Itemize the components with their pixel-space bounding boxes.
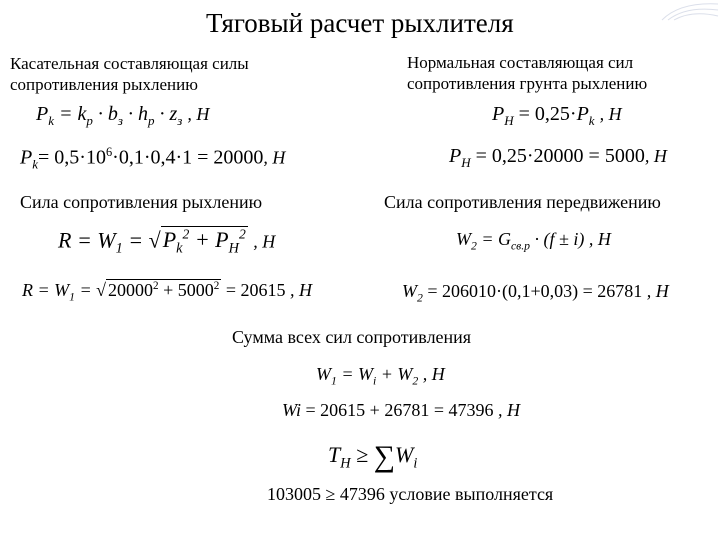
pk-formula: $P_k = k_p \cdot b_з \cdot h_p \cdot z_з$ , Н (36, 103, 210, 128)
right-header: Нормальная составляющая сил сопротивления грунта рыхлению (407, 53, 648, 93)
r-calculation: $R = W_1$ = √ $20000^2 + 5000^2 = 20615$ , Н (22, 280, 312, 304)
left-header: Касательная составляющая силы сопротивления рыхлению (10, 54, 249, 94)
traction-condition-formula: $T_H \ge \sum W_i$ (328, 440, 418, 473)
sum-formula: $W_1 = W_i + W_2$ , Н (316, 364, 445, 388)
unit-label: , Н (187, 104, 210, 124)
ph-calculation: $P_H = 0,25\cdot 20000 = 5000$, Н (449, 145, 667, 170)
sum-title: Сумма всех сил сопротивления (232, 327, 472, 347)
section-move-title: Сила сопротивления передвижению (384, 192, 661, 212)
section-resist-title: Сила сопротивления рыхлению (20, 192, 263, 212)
pk-calculation: $P_k= 0,5\cdot 10^6\cdot 0,1\cdot 0,4\cdot 1 = 20000$, Н (20, 145, 286, 172)
r-formula: $R = W_1 = √P_k^2 + P_H^2$ , Н (58, 227, 276, 257)
page-title: Тяговый расчет рыхлителя (206, 8, 514, 38)
condition-line: 103005 ≥ 47396 условие выполняется (267, 484, 554, 504)
w2-calculation: $W_2 = 206010\cdot(0,1+0,03) = 26781$ , Н (402, 281, 669, 305)
w2-formula: $W_2 = G_{св.р} \cdot (f \pm i)$ , Н (456, 229, 611, 253)
corner-decoration (660, 0, 720, 22)
ph-formula: $P_H = 0,25\cdot P_k$ , Н (492, 103, 622, 128)
sum-calculation: Wi = 20615 + 26781 = 47396 , Н (282, 400, 520, 420)
